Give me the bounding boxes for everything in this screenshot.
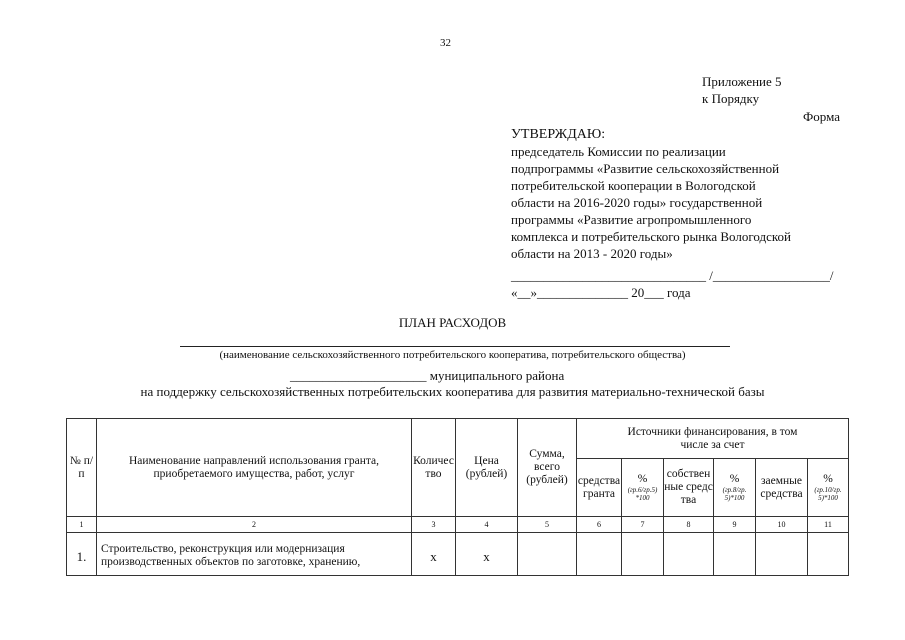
- signature-line: ______________________________ /__________________/: [511, 268, 834, 283]
- cooperative-name-line: [180, 346, 730, 347]
- col-number: 11: [808, 517, 849, 533]
- approval-line: потребительской кооперации в Вологодской: [511, 178, 756, 193]
- header-grant: средства гранта: [577, 459, 622, 517]
- loan-pct-note: (гр.10/гр. 5)*100: [814, 486, 842, 502]
- table-row: [67, 533, 849, 576]
- row-name: Строительство, реконструкция или модернизация производственных объектов по заготовке, хранению,: [97, 533, 412, 576]
- header-name: Наименование направлений использования гранта, приобретаемого имущества, работ, услуг: [97, 419, 412, 517]
- col-number: 10: [756, 517, 808, 533]
- own-pct-note: (гр.8/гр. 5)*100: [722, 486, 747, 502]
- loan-pct-symbol: %: [823, 473, 833, 485]
- cooperative-caption: (наименование сельскохозяйственного потребительского кооператива, потребительского общества): [219, 349, 686, 361]
- approval-line: программы «Развитие агропромышленного: [511, 212, 752, 227]
- header-own-pct: [714, 459, 756, 517]
- col-number: 4: [456, 517, 518, 533]
- district-line: _____________________ муниципального района: [290, 368, 565, 383]
- row-loan-pct-cell: [808, 533, 849, 576]
- row-price: х: [456, 533, 518, 576]
- row-own-pct-cell: [714, 533, 756, 576]
- col-number: 7: [622, 517, 664, 533]
- expense-plan-table: [66, 418, 849, 576]
- approval-heading: УТВЕРЖДАЮ:: [511, 127, 606, 142]
- header-grant-pct: [622, 459, 664, 517]
- col-number: 9: [714, 517, 756, 533]
- page-number: 32: [440, 37, 451, 49]
- approval-line: области на 2013 - 2020 годы»: [511, 246, 673, 261]
- header-qty: Количество: [412, 419, 456, 517]
- appendix-line-2: к Порядку: [702, 91, 760, 106]
- header-sources: Источники финансирования, в том числе за счет: [577, 419, 849, 459]
- col-number: 6: [577, 517, 622, 533]
- header-own: собственные средства: [664, 459, 714, 517]
- row-grant-cell: [577, 533, 622, 576]
- document-title: ПЛАН РАСХОДОВ: [398, 315, 507, 330]
- header-price: Цена (рублей): [456, 419, 518, 517]
- grant-pct-symbol: %: [637, 473, 648, 485]
- approval-line: комплекса и потребительского рынка Вологодской: [511, 229, 791, 244]
- form-label: Форма: [803, 109, 840, 124]
- row-num: 1.: [67, 533, 97, 576]
- header-loan: заемные средства: [756, 459, 808, 517]
- own-pct-symbol: %: [729, 473, 740, 485]
- appendix-label: [702, 73, 782, 107]
- purpose-line: на поддержку сельскохозяйственных потребительских кооператива для развития материально-технической базы: [140, 384, 765, 399]
- date-line: «__»______________ 20___ года: [511, 285, 691, 300]
- col-number: 1: [67, 517, 97, 533]
- approval-block: [511, 126, 856, 262]
- row-sum-cell: [518, 533, 577, 576]
- appendix-line-1: Приложение 5: [702, 74, 782, 89]
- col-number: 3: [412, 517, 456, 533]
- row-grant-pct-cell: [622, 533, 664, 576]
- grant-pct-note: (гр.6/гр.5) *100: [627, 486, 658, 502]
- row-qty: х: [412, 533, 456, 576]
- col-number: 2: [97, 517, 412, 533]
- header-sum: Сумма, всего (рублей): [518, 419, 577, 517]
- approval-line: области на 2016-2020 годы» государственной: [511, 195, 763, 210]
- approval-line: председатель Комиссии по реализации: [511, 144, 726, 159]
- col-number: 8: [664, 517, 714, 533]
- row-own-cell: [664, 533, 714, 576]
- header-loan-pct: [808, 459, 849, 517]
- row-loan-cell: [756, 533, 808, 576]
- approval-line: подпрограммы «Развитие сельскохозяйственной: [511, 161, 780, 176]
- col-number: 5: [518, 517, 577, 533]
- header-num: № п/п: [67, 419, 97, 517]
